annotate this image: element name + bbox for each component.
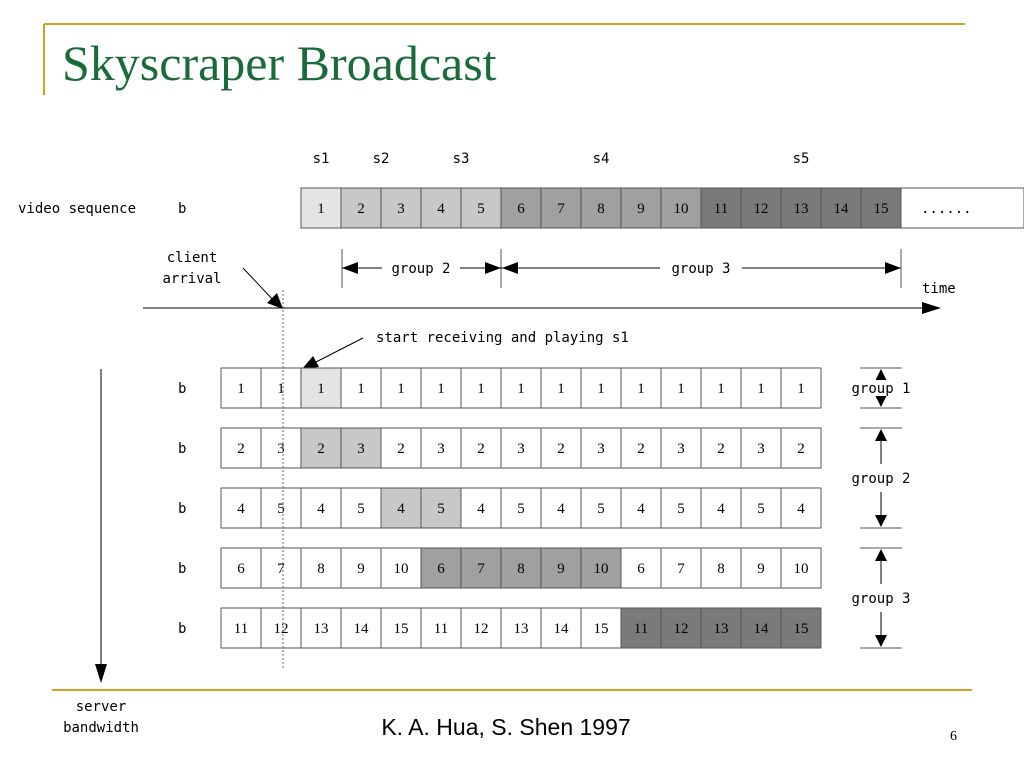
channel-block-label: 1 — [277, 381, 285, 397]
channel-block-label: 7 — [677, 561, 685, 577]
channel-block-label: 3 — [597, 441, 605, 457]
channel-block-label: 1 — [637, 381, 645, 397]
arrow-head-icon — [875, 635, 887, 647]
channel-block-label: 3 — [357, 441, 365, 457]
channel-block-label: 1 — [517, 381, 525, 397]
video-block-label: 14 — [833, 201, 849, 217]
channel-block-label: 2 — [317, 441, 325, 457]
channel-block-label: 1 — [717, 381, 725, 397]
channel-block-label: 2 — [637, 441, 645, 457]
channel-block-label: 8 — [517, 561, 525, 577]
channel-block-label: 4 — [317, 501, 325, 517]
group-label: group 2 — [851, 471, 911, 487]
start-note-pointer — [314, 338, 363, 363]
arrow-head-icon — [485, 262, 501, 274]
video-block-label: 2 — [357, 201, 365, 217]
channel-block-label: 4 — [557, 501, 565, 517]
arrow-head-icon — [502, 262, 518, 274]
client-arrival-pointer — [243, 268, 275, 302]
broadcast-channels — [178, 368, 821, 648]
channel-block-label: 11 — [233, 621, 249, 637]
channel-block-label: 1 — [757, 381, 765, 397]
channel-block-label: 5 — [757, 501, 765, 517]
channel-block-label: 13 — [713, 621, 729, 637]
channel-block-label: 1 — [357, 381, 365, 397]
arrow-head-icon — [302, 356, 319, 369]
video-ellipsis: ...... — [921, 201, 972, 217]
client-arrival-label: arrival — [162, 271, 222, 287]
channel-block-label: 13 — [513, 621, 529, 637]
video-block-label: 5 — [477, 201, 485, 217]
channel-block-label: 10 — [593, 561, 609, 577]
channel-block-label: 3 — [757, 441, 765, 457]
channel-block-label: 1 — [597, 381, 605, 397]
segment-label: s4 — [592, 151, 610, 167]
video-block-label: 13 — [793, 201, 809, 217]
channel-block-label: 14 — [553, 621, 569, 637]
start-note: start receiving and playing s1 — [376, 330, 629, 346]
channel-block-label: 2 — [797, 441, 805, 457]
segment-label: s1 — [312, 151, 330, 167]
video-block-label: 3 — [397, 201, 405, 217]
arrow-head-icon — [875, 515, 887, 527]
channel-block-label: 5 — [597, 501, 605, 517]
channel-block-label: 1 — [477, 381, 485, 397]
channel-block-label: 15 — [793, 621, 809, 637]
channel-block-label: 7 — [477, 561, 485, 577]
video-block-label: 9 — [637, 201, 645, 217]
channel-rate-label: b — [178, 621, 187, 637]
channel-block-label: 9 — [357, 561, 365, 577]
video-block-label: 4 — [437, 201, 445, 217]
channel-block-label: 13 — [313, 621, 329, 637]
server-bandwidth-label: server — [75, 699, 127, 715]
channel-block-label: 14 — [353, 621, 369, 637]
time-label: time — [922, 281, 956, 297]
arrow-head-icon — [885, 262, 901, 274]
channel-block-label: 7 — [277, 561, 285, 577]
channel-block-label: 5 — [677, 501, 685, 517]
citation: K. A. Hua, S. Shen 1997 — [381, 714, 631, 740]
channel-block-label: 5 — [517, 501, 525, 517]
segment-label: s2 — [372, 151, 390, 167]
channel-block-label: 3 — [517, 441, 525, 457]
group-2-span-label: group 2 — [391, 261, 451, 277]
channel-block-label: 6 — [237, 561, 245, 577]
slide-title: Skyscraper Broadcast — [62, 35, 497, 91]
channel-block-label: 8 — [317, 561, 325, 577]
video-block-label: 12 — [753, 201, 769, 217]
channel-block-label: 4 — [717, 501, 725, 517]
group-label: group 3 — [851, 591, 911, 607]
channel-block-label: 2 — [477, 441, 485, 457]
channel-block-label: 1 — [317, 381, 325, 397]
channel-block-label: 3 — [677, 441, 685, 457]
channel-block-label: 4 — [797, 501, 805, 517]
channel-block-label: 9 — [557, 561, 565, 577]
channel-block-label: 5 — [277, 501, 285, 517]
channel-block-label: 11 — [633, 621, 649, 637]
segment-label: s3 — [452, 151, 470, 167]
group-label: group 1 — [851, 381, 911, 397]
channel-block-label: 4 — [397, 501, 405, 517]
channel-block-label: 12 — [473, 621, 489, 637]
channel-block-label: 3 — [437, 441, 445, 457]
arrow-head-icon — [95, 664, 107, 683]
arrow-head-icon — [875, 549, 887, 561]
client-arrival-label: client — [166, 250, 218, 266]
segment-label: s5 — [792, 151, 810, 167]
channel-rate-label: b — [178, 501, 187, 517]
channel-block-label: 9 — [757, 561, 765, 577]
channel-block-label: 15 — [393, 621, 409, 637]
channel-block-label: 1 — [237, 381, 245, 397]
video-rate-label: b — [178, 201, 187, 217]
video-block-label: 8 — [597, 201, 605, 217]
channel-block-label: 1 — [797, 381, 805, 397]
channel-block-label: 11 — [433, 621, 449, 637]
page-number: 6 — [950, 729, 957, 744]
video-block-label: 11 — [713, 201, 729, 217]
channel-block-label: 3 — [277, 441, 285, 457]
channel-rate-label: b — [178, 381, 187, 397]
channel-block-label: 2 — [717, 441, 725, 457]
arrow-head-icon — [922, 302, 941, 314]
arrow-head-icon — [875, 429, 887, 441]
channel-block-label: 10 — [793, 561, 809, 577]
channel-block-label: 8 — [717, 561, 725, 577]
channel-block-label: 5 — [437, 501, 445, 517]
video-block-label: 7 — [557, 201, 565, 217]
video-block-label: 1 — [317, 201, 325, 217]
channel-block-label: 12 — [673, 621, 689, 637]
channel-rate-label: b — [178, 441, 187, 457]
channel-block-label: 2 — [397, 441, 405, 457]
channel-block-label: 4 — [637, 501, 645, 517]
group-3-span-label: group 3 — [671, 261, 731, 277]
channel-block-label: 4 — [477, 501, 485, 517]
server-bandwidth-label: bandwidth — [63, 720, 139, 736]
channel-block-label: 1 — [437, 381, 445, 397]
channel-block-label: 1 — [397, 381, 405, 397]
channel-rate-label: b — [178, 561, 187, 577]
channel-block-label: 6 — [437, 561, 445, 577]
channel-block-label: 12 — [273, 621, 289, 637]
video-block-label: 15 — [873, 201, 889, 217]
channel-block-label: 15 — [593, 621, 609, 637]
channel-block-label: 6 — [637, 561, 645, 577]
channel-block-label: 14 — [753, 621, 769, 637]
channel-block-label: 1 — [677, 381, 685, 397]
arrow-head-icon — [875, 369, 887, 381]
channel-block-label: 2 — [237, 441, 245, 457]
arrow-head-icon — [342, 262, 358, 274]
video-sequence-label: video sequence — [18, 201, 137, 217]
channel-block-label: 2 — [557, 441, 565, 457]
channel-block-label: 10 — [393, 561, 409, 577]
channel-block-label: 5 — [357, 501, 365, 517]
video-block-label: 10 — [673, 201, 689, 217]
channel-block-label: 4 — [237, 501, 245, 517]
video-sequence-row — [301, 188, 901, 228]
video-block-label: 6 — [517, 201, 525, 217]
channel-block-label: 1 — [557, 381, 565, 397]
